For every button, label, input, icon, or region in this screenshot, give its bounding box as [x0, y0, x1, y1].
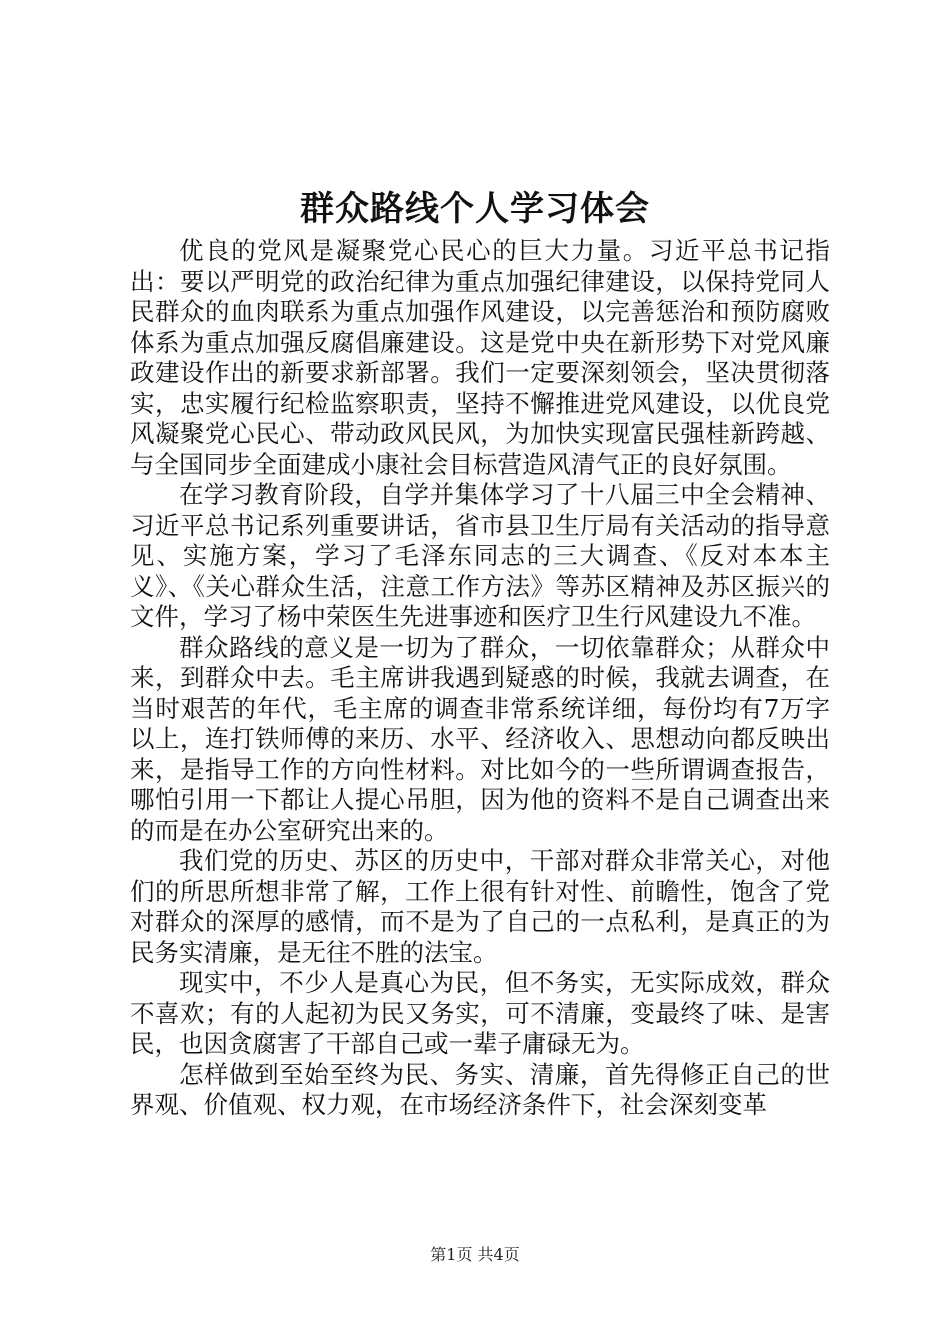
- page-number-footer: 第1页 共4页: [430, 1245, 520, 1264]
- document-body: [130, 236, 830, 1121]
- paragraph-1: 优良的党风是凝聚党心民心的巨大力量。习近平总书记指出：要以严明党的政治纪律为重点加强纪律建设，以保持党同人民群众的血肉联系为重点加强作风建设，以完善惩治和预防腐败体系为重点加强反腐倡廉建设。这是党中央在新形势下对党风廉政建设作出的新要求新部署。我们一定要深刻领会，坚决贯彻落实，忠实履行纪检监察职责，坚持不懈推进党风建设，以优良党风凝聚党心民心、带动政风民风，为加快实现富民强桂新跨越、与全国同步全面建成小康社会目标营造风清气正的良好氛围。: [130, 236, 830, 479]
- paragraph-2: 在学习教育阶段，自学并集体学习了十八届三中全会精神、习近平总书记系列重要讲话，省市县卫生厅局有关活动的指导意见、实施方案，学习了毛泽东同志的三大调查、《反对本本主义》、《关心群众生活，注意工作方法》等苏区精神及苏区振兴的文件，学习了杨中荣医生先进事迹和医疗卫生行风建设九不准。: [130, 480, 830, 631]
- paragraph-3: 群众路线的意义是一切为了群众，一切依靠群众；从群众中来，到群众中去。毛主席讲我遇到疑惑的时候，我就去调查，在当时艰苦的年代，毛主席的调查非常系统详细，每份均有7万字以上，连打铁师傅的来历、水平、经济收入、思想动向都反映出来，是指导工作的方向性材料。对比如今的一些所谓调查报告，哪怕引用一下都让人提心吊胆，因为他的资料不是自己调查出来的而是在办公室研究出来的。: [130, 632, 830, 845]
- paragraph-4: 我们党的历史、苏区的历史中，干部对群众非常关心，对他们的所思所想非常了解，工作上很有针对性、前瞻性，饱含了党对群众的深厚的感情，而不是为了自己的一点私利，是真正的为民务实清廉，是无往不胜的法宝。: [130, 846, 830, 967]
- paragraph-5: 现实中，不少人是真心为民，但不务实，无实际成效，群众不喜欢；有的人起初为民又务实，可不清廉，变最终了味、是害民，也因贪腐害了干部自己或一辈子庸碌无为。: [130, 968, 830, 1058]
- paragraph-6: 怎样做到至始至终为民、务实、清廉，首先得修正自己的世界观、价值观、权力观，在市场经济条件下，社会深刻变革: [130, 1059, 830, 1119]
- document-title: 群众路线个人学习体会: [300, 189, 650, 229]
